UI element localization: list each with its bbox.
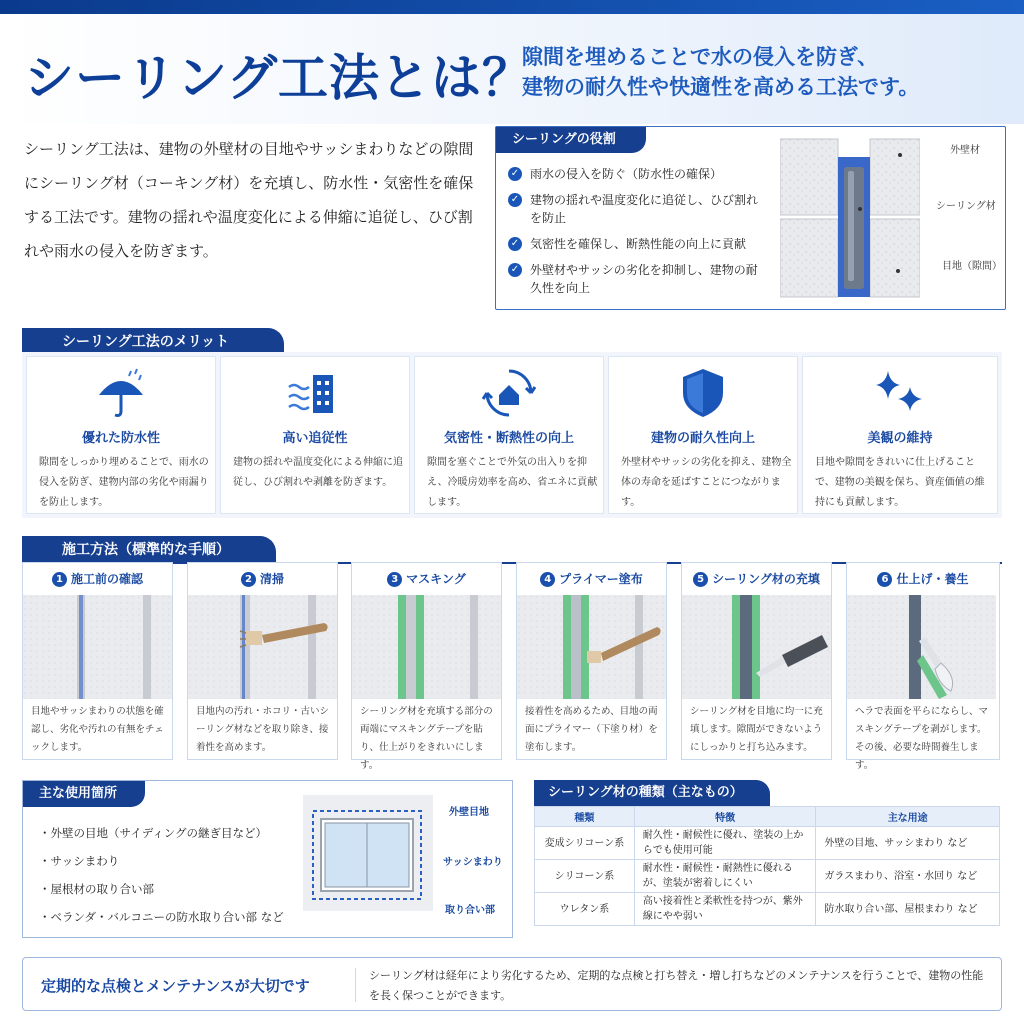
table-row	[535, 827, 1000, 860]
label-sash: サッシまわり	[443, 857, 503, 868]
column-header: 種類	[535, 807, 635, 827]
step-illustration	[352, 595, 501, 699]
home-cycle-icon	[415, 365, 603, 421]
subtitle-line-2: 建物の耐久性や快適性を高める工法です。	[522, 75, 920, 99]
step-card	[846, 562, 1000, 771]
merit-card	[220, 356, 410, 514]
step-card	[681, 562, 832, 760]
step-card	[351, 562, 502, 771]
type-name: ウレタン系	[535, 893, 635, 926]
usage-list	[39, 819, 284, 931]
step-card	[187, 562, 338, 760]
merit-title: 美観の維持	[867, 431, 933, 446]
merit-title: 高い追従性	[282, 431, 348, 446]
role-item: ✓ 外壁材やサッシの劣化を抑制し、建物の耐久性を向上	[508, 261, 768, 297]
usage-box	[22, 780, 513, 938]
usage-item: ・ベランダ・バルコニーの防水取り合い部 など	[39, 910, 284, 924]
step-illustration	[23, 595, 172, 699]
merit-title: 気密性・断熱性の向上	[443, 431, 574, 446]
merit-desc: 建物の揺れや温度変化による伸縮に追従し、ひび割れや剥離を防ぎます。	[233, 457, 403, 488]
type-use: ガラスまわり、浴室・水回り など	[816, 860, 1000, 893]
check-icon: ✓	[508, 237, 522, 251]
step-title: 5 シーリング材の充填	[682, 563, 831, 595]
step-desc: シーリング材を充填する部分の両端にマスキングテープを貼り、仕上がりをきれいにします。	[360, 706, 493, 771]
merit-desc: 隙間をしっかり埋めることで、雨水の侵入を防ぎ、建物内部の劣化や雨漏りを防止します。	[39, 457, 209, 508]
label-wall: 外壁材	[950, 145, 980, 156]
types-table	[534, 806, 1000, 926]
usage-heading: 主な使用箇所	[23, 781, 145, 807]
merit-desc: 目地や隙間をきれいに仕上げることで、建物の美観を保ち、資産価値の維持にも貢献します。	[815, 457, 985, 508]
check-icon: ✓	[508, 263, 522, 277]
shield-icon	[609, 365, 797, 421]
sparkle-icon	[803, 365, 997, 421]
page-title: シーリング工法とは？	[24, 49, 533, 107]
building-wave-icon	[221, 365, 409, 421]
step-title: 4 プライマー塗布	[517, 563, 666, 595]
footer-divider	[355, 968, 356, 1002]
merits-heading: シーリング工法のメリット	[22, 328, 284, 356]
maintenance-text: シーリング材は経年により劣化するため、定期的な点検と打ち替え・増し打ちなどのメンテナンスを行うことで、建物の性能を長く保つことができます。	[369, 969, 984, 1002]
table-row	[535, 860, 1000, 893]
step-desc: 接着性を高めるため、目地の両面にプライマー（下塗り材）を塗布します。	[525, 706, 658, 753]
step-illustration	[188, 595, 337, 699]
step-desc: ヘラで表面を平らにならし、マスキングテープを剥がします。その後、必要な時間養生します。	[855, 706, 989, 771]
step-desc: 目地やサッシまわりの状態を確認し、劣化や汚れの有無をチェックします。	[31, 706, 164, 753]
step-title: 3 マスキング	[352, 563, 501, 595]
type-feature: 耐久性・耐候性に優れ、塗装の上からでも使用可能	[634, 827, 816, 860]
intro-text: シーリング工法は、建物の外壁材の目地やサッシまわりなどの隙間にシーリング材（コーキング材）を充填し、防水性・気密性を確保する工法です。建物の揺れや温度変化による伸縮に追従し、ひび割れや雨水の侵入を防ぎます。	[24, 140, 474, 260]
table-row	[535, 893, 1000, 926]
top-bar	[0, 0, 1024, 14]
type-use: 防水取り合い部、屋根まわり など	[816, 893, 1000, 926]
check-icon: ✓	[508, 167, 522, 181]
step-desc: 目地内の汚れ・ホコリ・古いシーリング材などを取り除き、接着性を高めます。	[196, 706, 330, 753]
label-sealant: シーリング材	[936, 201, 996, 212]
type-name: シリコーン系	[535, 860, 635, 893]
merit-title: 建物の耐久性向上	[650, 431, 755, 446]
role-item: ✓ 雨水の侵入を防ぐ（防水性の確保）	[508, 165, 768, 183]
roles-box	[495, 126, 1006, 310]
step-title: 1 施工前の確認	[23, 563, 172, 595]
subtitle-line-1: 隙間を埋めることで水の侵入を防ぎ、	[522, 45, 879, 69]
step-illustration	[682, 595, 831, 699]
merit-title: 優れた防水性	[81, 431, 160, 446]
step-card	[516, 562, 667, 760]
joint-diagram	[780, 137, 920, 301]
steps-heading: 施工方法（標準的な手順）	[22, 536, 276, 564]
merit-card	[414, 356, 604, 514]
column-header: 特徴	[634, 807, 816, 827]
maintenance-title: 定期的な点検とメンテナンスが大切です	[41, 977, 310, 995]
step-illustration	[847, 595, 996, 699]
merit-card	[802, 356, 998, 514]
step-title: 2 清掃	[188, 563, 337, 595]
usage-item: ・屋根材の取り合い部	[39, 882, 154, 896]
window-diagram	[303, 795, 433, 911]
role-item: ✓ 建物の揺れや温度変化に追従し、ひび割れを防止	[508, 191, 768, 227]
types-heading: シーリング材の種類（主なもの）	[534, 780, 770, 806]
label-junction: 取り合い部	[445, 905, 495, 916]
label-wall-joint: 外壁目地	[449, 807, 489, 818]
table-header-row	[535, 807, 1000, 827]
type-name: 変成シリコーン系	[535, 827, 635, 860]
usage-item: ・サッシまわり	[39, 854, 120, 868]
roles-list	[508, 165, 768, 305]
merit-desc: 外壁材やサッシの劣化を抑え、建物全体の寿命を延ばすことにつながります。	[621, 457, 792, 508]
type-use: 外壁の目地、サッシまわり など	[816, 827, 1000, 860]
step-desc: シーリング材を目地に均一に充填します。隙間ができないようにしっかりと打ち込みます。	[690, 706, 823, 753]
step-card	[22, 562, 173, 760]
merit-desc: 隙間を塞ぐことで外気の出入りを抑え、冷暖房効率を高め、省エネに貢献します。	[427, 457, 598, 508]
merit-card	[26, 356, 216, 514]
step-title: 6 仕上げ・養生	[847, 563, 999, 595]
maintenance-box	[22, 957, 1002, 1011]
umbrella-rain-icon	[27, 365, 215, 421]
step-illustration	[517, 595, 666, 699]
page-subtitle	[522, 42, 919, 102]
label-joint: 目地（隙間）	[942, 261, 1002, 272]
usage-item: ・外壁の目地（サイディングの継ぎ目など）	[39, 826, 268, 840]
type-feature: 高い接着性と柔軟性を持つが、紫外線にやや弱い	[634, 893, 816, 926]
merit-card	[608, 356, 798, 514]
check-icon: ✓	[508, 193, 522, 207]
roles-heading: シーリングの役割	[496, 127, 646, 153]
column-header: 主な用途	[816, 807, 1000, 827]
role-item: ✓ 気密性を確保し、断熱性能の向上に貢献	[508, 235, 768, 253]
type-feature: 耐水性・耐候性・耐熱性に優れるが、塗装が密着しにくい	[634, 860, 816, 893]
